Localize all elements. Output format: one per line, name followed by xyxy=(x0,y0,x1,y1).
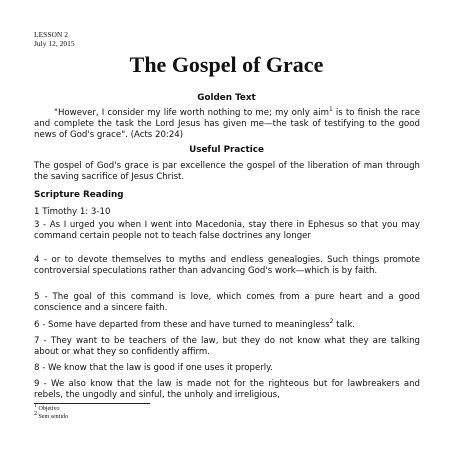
footnote-ref-2: 2 xyxy=(329,318,334,326)
footnote-ref-1: 1 xyxy=(328,106,333,114)
footnote-text-1: Objetivo xyxy=(37,406,60,412)
lesson-meta xyxy=(34,30,75,48)
verse-8: 8 - We know that the law is good if one uses it properly. xyxy=(34,363,273,373)
footnote-1 xyxy=(34,403,60,413)
golden-text-part1: "However, I consider my life worth nothing to me; my only aim xyxy=(54,108,329,118)
verse-7: 7 - They want to be teachers of the law, but they do not know what they are talking about or what they so confidently affirm. xyxy=(34,336,420,357)
footnote-text-2: Sem sentido xyxy=(37,414,68,420)
verse-4: 4 - or to devote themselves to myths and endless genealogies. Such things promote controversial speculations rather than advancing God's work—which is by faith. xyxy=(34,255,420,276)
document-title: The Gospel of Grace xyxy=(129,52,324,77)
footnote-mark-1: 1 xyxy=(34,403,37,409)
verse-6 xyxy=(34,320,420,331)
golden-text-part2: is to finish the race and complete the task the Lord Jesus has given me—the task of testifying to the good news of God's grace". (Acts 20:24) xyxy=(34,108,420,140)
scripture-reading-heading: Scripture Reading xyxy=(34,190,124,200)
lesson-number: LESSON 2 xyxy=(34,30,68,39)
footnote-mark-2: 2 xyxy=(34,411,37,417)
lesson-date: July 12, 2015 xyxy=(34,39,75,48)
verse-9: 9 - We also know that the law is made not for the righteous but for lawbreakers and rebels, the ungodly and sinful, the unholy and irreligious, xyxy=(34,379,420,400)
verse-6-part1: 6 - Some have departed from these and have turned to meaningless xyxy=(34,320,330,330)
useful-practice-heading: Useful Practice xyxy=(189,145,264,155)
footnote-separator xyxy=(34,403,150,404)
verse-3: 3 - As I urged you when I went into Macedonia, stay there in Ephesus so that you may command certain people not to teach false doctrines any longer xyxy=(34,220,420,241)
scripture-reference: 1 Timothy 1: 3-10 xyxy=(34,207,111,217)
useful-practice-paragraph: The gospel of God's grace is par excellence the gospel of the liberation of man through the saving sacrifice of Jesus Christ. xyxy=(34,161,420,182)
golden-text-paragraph xyxy=(34,108,420,141)
verse-5: 5 - The goal of this command is love, which comes from a pure heart and a good conscience and a sincere faith. xyxy=(34,292,420,313)
golden-text-heading: Golden Text xyxy=(197,93,256,103)
verse-6-part2: talk. xyxy=(333,320,355,330)
footnote-2 xyxy=(34,411,68,421)
